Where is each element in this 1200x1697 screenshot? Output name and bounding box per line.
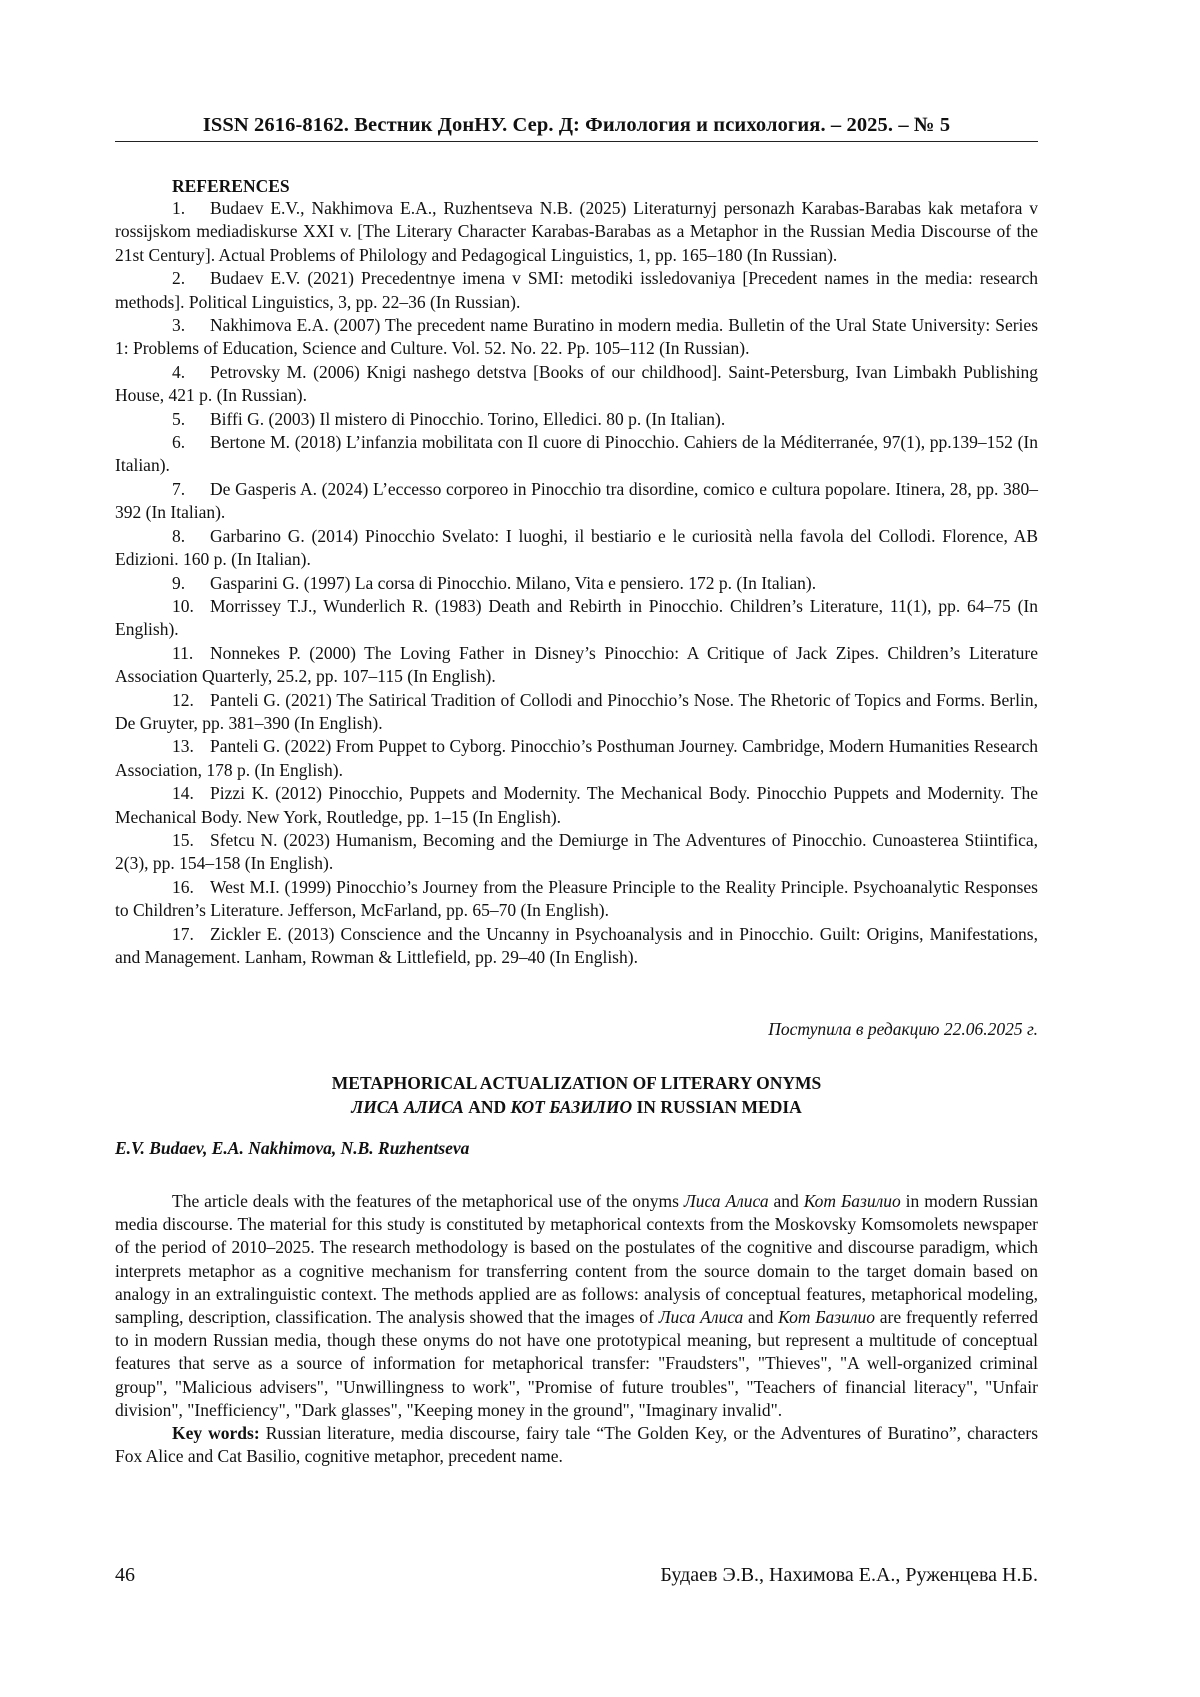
reference-number: 8. bbox=[172, 525, 186, 546]
reference-text: Nakhimova E.A. (2007) The precedent name Buratino in modern media. Bulletin of the Ural State University: Series 1: Problems of Education, Science and Culture. Vol. 52. No. 22. Pp. 105–112 (In Russian). bbox=[115, 315, 1038, 359]
received-date: Поступила в редакцию 22.06.2025 г. bbox=[768, 1019, 1038, 1039]
footer-authors: Будаев Э.В., Нахимова Е.А., Руженцева Н.Б. bbox=[660, 1564, 1038, 1586]
reference-item bbox=[115, 197, 1038, 267]
reference-text: Bertone M. (2018) L’infanzia mobilitata con Il cuore di Pinocchio. Cahiers de la Méditerranée, 97(1), pp.139–152 (In Italian). bbox=[115, 432, 1038, 476]
reference-item bbox=[115, 689, 1038, 736]
reference-item bbox=[115, 782, 1038, 829]
onym-fox: Лиса Алиса bbox=[683, 1191, 769, 1211]
title-onym-fox: ЛИСА АЛИСА bbox=[351, 1096, 464, 1117]
onym-fox: Лиса Алиса bbox=[658, 1307, 744, 1328]
abstract bbox=[115, 1190, 1038, 1468]
reference-number: 6. bbox=[172, 432, 186, 453]
reference-number: 15. bbox=[172, 829, 194, 850]
reference-number: 13. bbox=[172, 736, 194, 757]
reference-item bbox=[115, 829, 1038, 876]
abstract-paragraph bbox=[115, 1190, 1038, 1422]
reference-text: Garbarino G. (2014) Pinocchio Svelato: I luoghi, il bestiario e le curiosità nella favola del Collodi. Florence, AB Edizioni. 160 p. (In Italian). bbox=[115, 525, 1038, 570]
reference-number: 10. bbox=[172, 595, 194, 616]
reference-number: 9. bbox=[172, 572, 186, 593]
reference-item bbox=[115, 525, 1038, 572]
abstract-text: are frequently referred to in modern Russian media, though these onyms do not have one prototypical meaning, but represent a multitude of conceptual features that serve as a source of information for metaphorical transfer: "Fraudsters", "Thieves", "A well-organized criminal group", "Malicious advisers", "Unwillingness to work", "Promise of future troubles", "Teachers of financial literacy", "Unfair division", "Inefficiency", "Dark glasses", "Keeping money in the ground", "Imaginary invalid". bbox=[115, 1307, 1038, 1420]
reference-number: 7. bbox=[172, 478, 186, 499]
reference-number: 17. bbox=[172, 923, 194, 944]
title-and: AND bbox=[463, 1096, 511, 1117]
reference-number: 16. bbox=[172, 876, 194, 897]
reference-text: Nonnekes P. (2000) The Loving Father in Disney’s Pinocchio: A Critique of Jack Zipes. Children’s Literature Association Quarterly, 25.2, pp. 107–115 (In English). bbox=[115, 642, 1038, 687]
article-authors: E.V. Budaev, E.A. Nakhimova, N.B. Ruzhentseva bbox=[115, 1138, 470, 1158]
running-head: ISSN 2616-8162. Вестник ДонНУ. Сер. Д: Филология и психология. – 2025. – № 5 bbox=[115, 114, 1038, 142]
title-onym-cat: КОТ БАЗИЛИО bbox=[510, 1096, 633, 1117]
reference-item bbox=[115, 876, 1038, 923]
abstract-text: and bbox=[768, 1191, 804, 1211]
abstract-text: and bbox=[743, 1307, 779, 1328]
reference-number: 5. bbox=[172, 408, 186, 429]
reference-number: 4. bbox=[172, 361, 186, 382]
keywords-paragraph bbox=[115, 1422, 1038, 1468]
reference-text: Panteli G. (2022) From Puppet to Cyborg. Pinocchio’s Posthuman Journey. Cambridge, Modern Humanities Research Association, 178 p. (In English). bbox=[115, 736, 1038, 780]
reference-text: Petrovsky M. (2006) Knigi nashego detstva [Books of our childhood]. Saint-Petersburg, Ivan Limbakh Publishing House, 421 p. (In Russian). bbox=[115, 361, 1038, 406]
reference-item bbox=[115, 572, 1038, 595]
reference-item bbox=[115, 478, 1038, 525]
keywords-label: Key words: bbox=[172, 1423, 260, 1444]
reference-text: De Gasperis A. (2024) L’eccesso corporeo in Pinocchio tra disordine, comico e cultura popolare. Itinera, 28, pp. 380–392 (In Italian). bbox=[115, 478, 1038, 523]
reference-text: Pizzi K. (2012) Pinocchio, Puppets and Modernity. The Mechanical Body. Pinocchio Puppets and Modernity. The Mechanical Body. New York, Routledge, pp. 1–15 (In English). bbox=[115, 783, 1038, 827]
reference-item bbox=[115, 314, 1038, 361]
reference-text: Sfetcu N. (2023) Humanism, Becoming and the Demiurge in The Adventures of Pinocchio. Cunoasterea Stiintifica, 2(3), pp. 154–158 (In English). bbox=[115, 829, 1038, 874]
article-title bbox=[115, 1072, 1038, 1119]
reference-text: Biffi G. (2003) Il mistero di Pinocchio. Torino, Elledici. 80 p. (In Italian). bbox=[210, 408, 726, 429]
onym-cat: Кот Базилио bbox=[778, 1307, 876, 1328]
reference-text: Budaev E.V. (2021) Precedentnye imena v SMI: metodiki issledovaniya [Precedent names in the media: research methods]. Political Linguistics, 3, pp. 22–36 (In Russian). bbox=[115, 268, 1038, 312]
reference-number: 1. bbox=[172, 198, 186, 218]
reference-text: Budaev E.V., Nakhimova E.A., Ruzhentseva N.B. (2025) Literaturnyj personazh Karabas-Barabas kak metafora v rossijskom mediadiskurse XXI v. [The Literary Character Karabas-Barabas as a Metaphor in the Russian Media Discourse of the 21st Century]. Actual Problems of Philology and Pedagogical Linguistics, 1, pp. 165–180 (In Russian). bbox=[115, 198, 1038, 265]
reference-item bbox=[115, 267, 1038, 314]
reference-text: Zickler E. (2013) Conscience and the Uncanny in Psychoanalysis and in Pinocchio. Guilt: Origins, Manifestations, and Management. Lanham, Rowman & Littlefield, pp. 29–40 (In English). bbox=[115, 923, 1038, 967]
reference-text: Gasparini G. (1997) La corsa di Pinocchio. Milano, Vita e pensiero. 172 p. (In Italian). bbox=[210, 572, 817, 593]
article-title-line2 bbox=[115, 1096, 1038, 1120]
keywords-text: Russian literature, media discourse, fairy tale “The Golden Key, or the Adventures of Buratino”, characters Fox Alice and Cat Basilio, cognitive metaphor, precedent name. bbox=[115, 1423, 1038, 1467]
reference-item bbox=[115, 595, 1038, 642]
abstract-text: The article deals with the features of the metaphorical use of the onyms bbox=[172, 1191, 684, 1211]
reference-text: West M.I. (1999) Pinocchio’s Journey from the Pleasure Principle to the Reality Principle. Psychoanalytic Responses to Children’s Literature. Jefferson, McFarland, pp. 65–70 (In English). bbox=[115, 876, 1038, 921]
reference-number: 14. bbox=[172, 783, 194, 804]
reference-item bbox=[115, 361, 1038, 408]
reference-number: 11. bbox=[172, 642, 194, 663]
reference-number: 2. bbox=[172, 268, 186, 289]
title-tail: IN RUSSIAN MEDIA bbox=[632, 1096, 802, 1117]
abstract-text: in modern Russian media discourse. The material for this study is constituted by metaphorical contexts from the Moskovsky Komsomolets newspaper of the period of 2010–2025. The research methodology is based on the postulates of the cognitive and discourse paradigm, which interprets metaphor as a cognitive mechanism for transferring content from the source domain to the target domain based on analogy in an extralinguistic context. The methods applied are as follows: analysis of conceptual features, metaphorical modeling, sampling, description, classification. The analysis showed that the images of bbox=[115, 1191, 1038, 1328]
reference-number: 12. bbox=[172, 689, 194, 710]
reference-item bbox=[115, 431, 1038, 478]
reference-text: Panteli G. (2021) The Satirical Tradition of Collodi and Pinocchio’s Nose. The Rhetoric of Topics and Forms. Berlin, De Gruyter, pp. 381–390 (In English). bbox=[115, 689, 1038, 733]
reference-item bbox=[115, 408, 1038, 431]
reference-item bbox=[115, 642, 1038, 689]
reference-item bbox=[115, 735, 1038, 782]
reference-number: 3. bbox=[172, 315, 186, 336]
article-title-line1: METAPHORICAL ACTUALIZATION OF LITERARY ONYMS bbox=[331, 1073, 822, 1093]
reference-text: Morrissey T.J., Wunderlich R. (1983) Death and Rebirth in Pinocchio. Children’s Literature, 11(1), pp. 64–75 (In English). bbox=[115, 595, 1038, 640]
references-heading: REFERENCES bbox=[172, 176, 290, 196]
reference-item bbox=[115, 923, 1038, 970]
page-number: 46 bbox=[115, 1564, 135, 1586]
onym-cat: Кот Базилио bbox=[803, 1191, 901, 1211]
references-list bbox=[115, 197, 1038, 969]
